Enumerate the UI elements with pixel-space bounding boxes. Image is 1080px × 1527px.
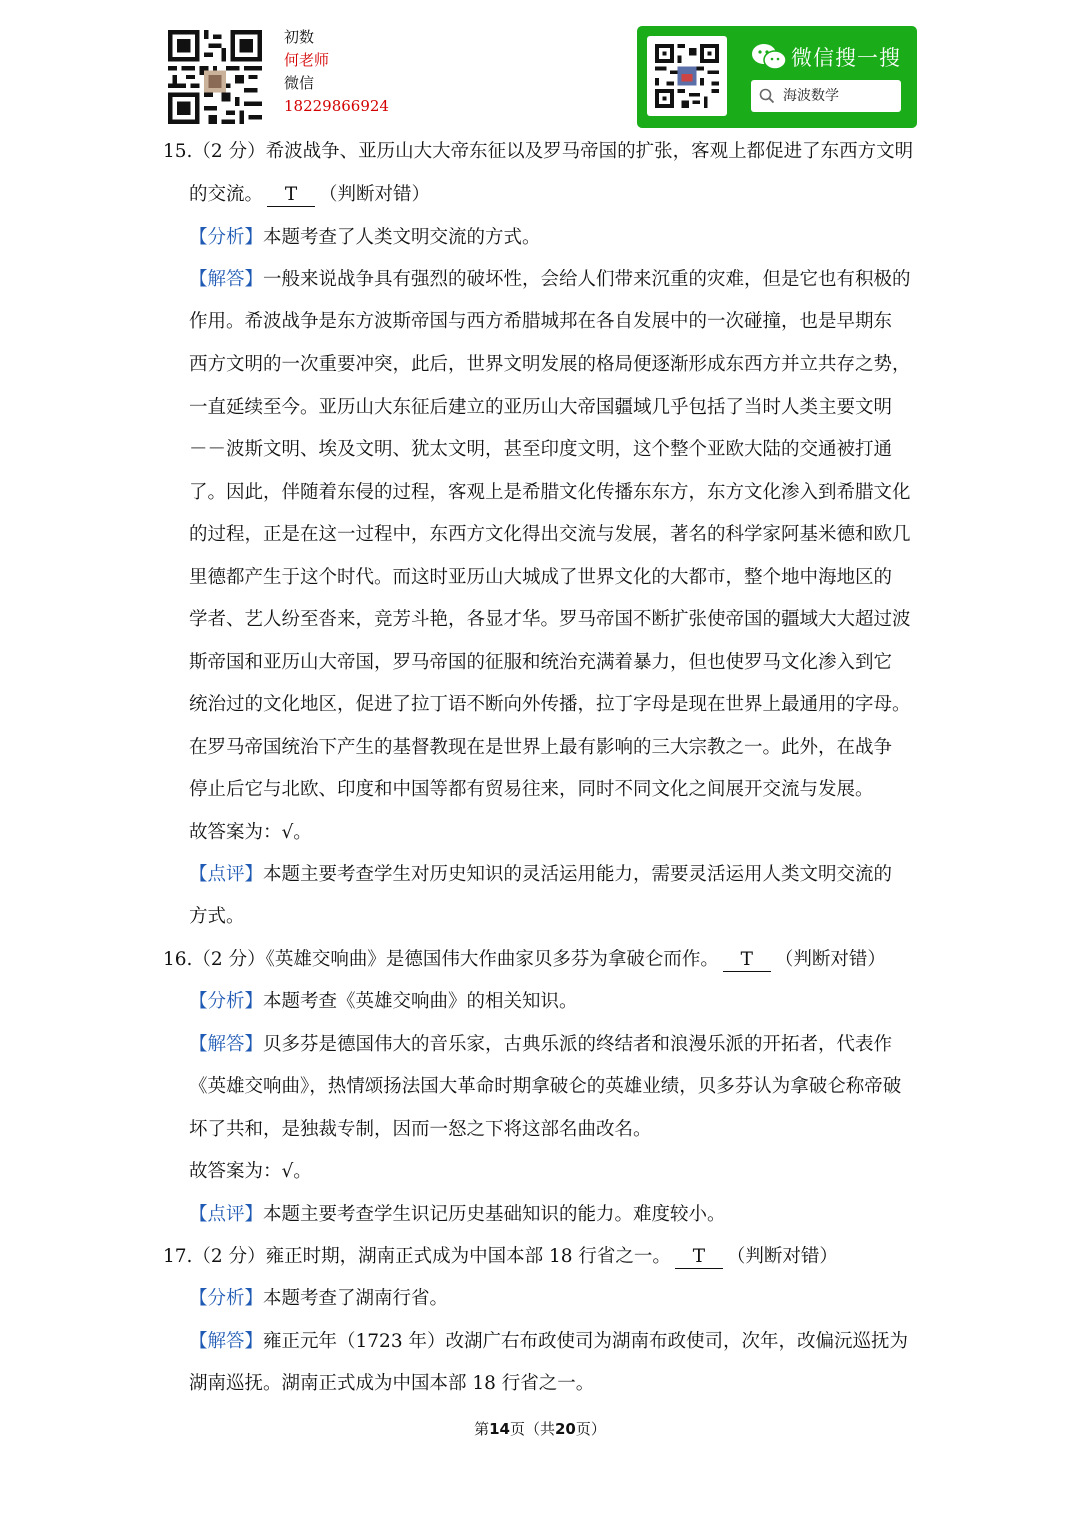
q15-solution-text: 一般来说战争具有强烈的破坏性，会给人们带来沉重的灾难，但是它也有积极的: [263, 269, 911, 290]
q15-judge-label: （判断对错）: [319, 184, 431, 205]
q15-solution-line-12: 在罗马帝国统治下产生的基督教现在是世界上最有影响的三大宗教之一。此外，在战争: [189, 737, 893, 758]
contact-teacher: 何老师: [284, 51, 330, 69]
q16-answer-conclusion: 故答案为：√。: [189, 1161, 312, 1182]
q15-comment-line-1: [189, 863, 892, 887]
q17-solution-text: 雍正元年（1723 年）改湖广右布政使司为湖南布政使司，次年，改偏沅巡抚为: [263, 1331, 908, 1352]
q15-solution-line-13: 停止后它与北欧、印度和中国等都有贸易往来，同时不同文化之间展开交流与发展。: [189, 779, 874, 800]
q17-analysis-text: 本题考查了湖南行省。: [263, 1288, 449, 1309]
wechat-search-banner: [637, 26, 917, 128]
q15-analysis: [189, 226, 541, 250]
contact-phone: 18229866924: [284, 97, 389, 115]
wechat-qr-icon: [655, 44, 719, 108]
q17-judge-label: （判断对错）: [726, 1246, 838, 1267]
search-icon: [759, 88, 775, 104]
q15-solution-line-5: －－波斯文明、埃及文明、犹太文明，甚至印度文明，这个整个亚欧大陆的交通被打通: [189, 439, 893, 460]
contact-info: [284, 26, 389, 118]
q17-analysis: [189, 1287, 448, 1311]
q16-stem-text: 16.（2 分）《英雄交响曲》是德国伟大作曲家贝多芬为拿破仑而作。: [163, 949, 719, 970]
q17-solution-line-2: 湖南巡抚。湖南正式成为中国本部 18 行省之一。: [189, 1373, 595, 1394]
footer-suffix: 页）: [575, 1420, 606, 1438]
q15-solution-line-9: 学者、艺人纷至沓来，竞芳斗艳，各显才华。罗马帝国不断扩张使帝国的疆域大大超过波: [189, 609, 911, 630]
contact-subject: 初数: [284, 28, 315, 46]
q15-solution-line-3: 西方文明的一次重要冲突，此后，世界文明发展的格局便逐渐形成东西方并立共存之势，: [189, 354, 911, 375]
q15-stem-text: 的交流。: [189, 184, 264, 205]
q15-answer-blank: T: [267, 184, 315, 207]
footer-mid: 页（共: [509, 1420, 555, 1438]
wechat-qr-code: [647, 36, 727, 116]
q15-solution-line-7: 的过程，正是在这一过程中，东西方文化得出交流与发展，著名的科学家阿基米德和欧几: [189, 524, 911, 545]
q16-solution-text: 贝多芬是德国伟大的音乐家，古典乐派的终结者和浪漫乐派的开拓者，代表作: [263, 1034, 893, 1055]
q15-solution-line-6: 了。因此，伴随着东侵的过程，客观上是希腊文化传播东东方，东方文化渗入到希腊文化: [189, 482, 911, 503]
q15-solution-line-11: 统治过的文化地区，促进了拉丁语不断向外传播，拉丁字母是现在世界上最通用的字母。: [189, 694, 911, 715]
q16-analysis-text: 本题考查《英雄交响曲》的相关知识。: [263, 991, 578, 1012]
q15-comment-text: 本题主要考查学生对历史知识的灵活运用能力，需要灵活运用人类文明交流的: [263, 864, 893, 885]
contact-wechat-label: 微信: [284, 74, 315, 92]
q16-comment: [189, 1203, 726, 1227]
q16-comment-text: 本题主要考查学生识记历史基础知识的能力。难度较小。: [263, 1204, 726, 1225]
q15-solution-line-1: [189, 268, 911, 292]
q17-solution-line-1: [189, 1330, 908, 1354]
q15-solution-line-2: 作用。希波战争是东方波斯帝国与西方希腊城邦在各自发展中的一次碰撞，也是早期东: [189, 311, 893, 332]
analysis-tag: 【分析】: [189, 1288, 264, 1309]
q15-stem-line-1: 15.（2 分）希波战争、亚历山大大帝东征以及罗马帝国的扩张，客观上都促进了东西方文明: [163, 141, 914, 162]
q15-solution-line-4: 一直延续至今。亚历山大东征后建立的亚历山大帝国疆域几乎包括了当时人类主要文明: [189, 397, 893, 418]
q15-solution-line-10: 斯帝国和亚历山大帝国，罗马帝国的征服和统治充满着暴力，但也使罗马文化渗入到它: [189, 652, 893, 673]
q15-comment-line-2: 方式。: [189, 906, 245, 927]
q16-answer-blank: T: [723, 949, 771, 972]
q15-answer-conclusion: 故答案为：√。: [189, 822, 312, 843]
analysis-tag: 【分析】: [189, 991, 264, 1012]
q17-answer-blank: T: [675, 1246, 723, 1269]
q16-judge-label: （判断对错）: [774, 949, 886, 970]
current-page-number: 14: [489, 1420, 510, 1438]
q15-analysis-text: 本题考查了人类文明交流的方式。: [263, 227, 541, 248]
q16-solution-line-2: 《英雄交响曲》，热情颂扬法国大革命时期拿破仑的英雄业绩，贝多芬认为拿破仑称帝破: [189, 1076, 902, 1097]
q16-solution-line-1: [189, 1033, 892, 1057]
q16-analysis: [189, 990, 578, 1014]
solution-tag: 【解答】: [189, 269, 264, 290]
comment-tag: 【点评】: [189, 1204, 264, 1225]
qr-code-icon: [168, 30, 262, 124]
analysis-tag: 【分析】: [189, 227, 264, 248]
q15-solution-line-8: 里德都产生于这个时代。而这时亚历山大城成了世界文化的大都市，整个地中海地区的: [189, 567, 893, 588]
solution-tag: 【解答】: [189, 1034, 264, 1055]
q17-stem-text: 17.（2 分）雍正时期，湖南正式成为中国本部 18 行省之一。: [163, 1246, 671, 1267]
wechat-logo-icon: [751, 43, 787, 71]
footer-prefix: 第: [474, 1420, 490, 1438]
wechat-search-query: 海波数学: [783, 88, 839, 104]
page-footer: [0, 1418, 1080, 1439]
q16-solution-line-3: 坏了共和，是独裁专制，因而一怒之下将这部名曲改名。: [189, 1119, 652, 1140]
q15-stem-line-2: [189, 183, 430, 207]
q17-stem: [163, 1245, 838, 1269]
total-page-count: 20: [555, 1420, 576, 1438]
wechat-search-box[interactable]: [751, 80, 901, 112]
solution-tag: 【解答】: [189, 1331, 264, 1352]
comment-tag: 【点评】: [189, 864, 264, 885]
wechat-search-title: 微信搜一搜: [791, 46, 901, 70]
q16-stem: [163, 948, 886, 972]
